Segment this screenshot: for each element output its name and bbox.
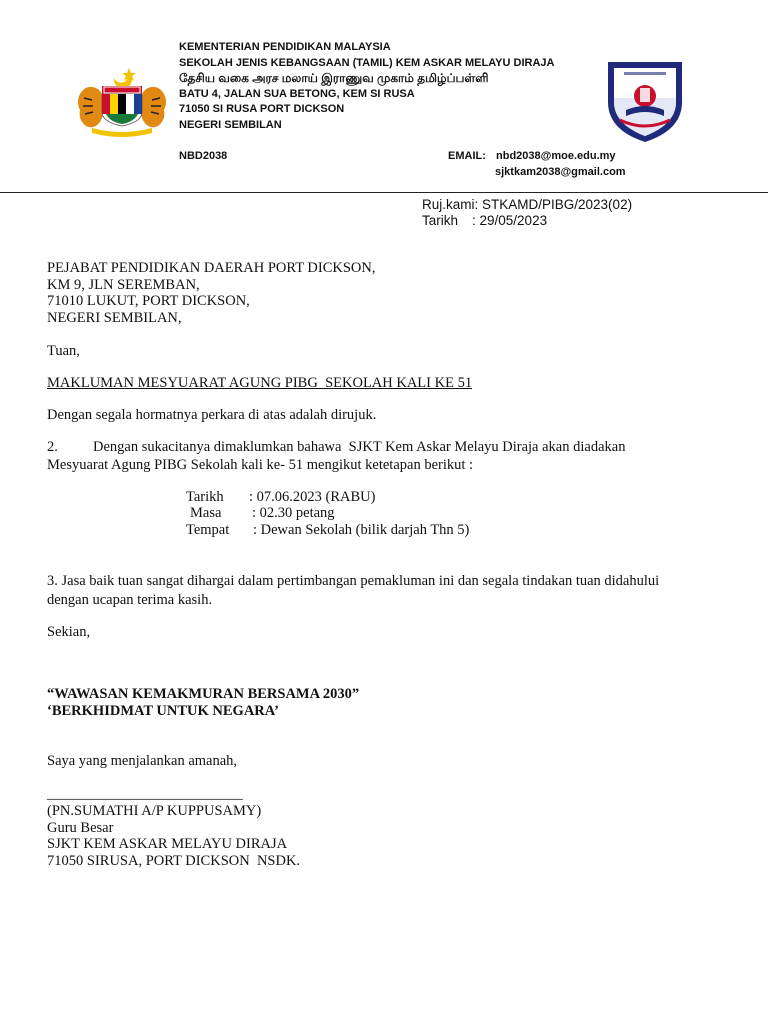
salutation: Tuan,: [47, 343, 80, 359]
letterhead: [179, 40, 554, 134]
meeting-tarikh-label: Tarikh: [186, 489, 224, 505]
recipient-line: NEGERI SEMBILAN,: [47, 309, 182, 326]
email-primary[interactable]: nbd2038@moe.edu.my: [496, 150, 616, 162]
email-label: EMAIL:: [448, 150, 486, 162]
letterhead-line: NEGERI SEMBILAN: [179, 118, 282, 131]
recipient-line: PEJABAT PENDIDIKAN DAERAH PORT DICKSON,: [47, 260, 376, 276]
meeting-tarikh-value: : 07.06.2023 (RABU): [249, 489, 376, 505]
motto-line-1: “WAWASAN KEMAKMURAN BERSAMA 2030”: [47, 686, 360, 702]
trust-line: Saya yang menjalankan amanah,: [47, 753, 238, 769]
subject-line: MAKLUMAN MESYUARAT AGUNG PIBG SEKOLAH KALI KE 51: [47, 375, 473, 391]
meeting-tempat-value: : Dewan Sekolah (bilik darjah Thn 5): [253, 522, 470, 538]
letterhead-line: SEKOLAH JENIS KEBANGSAAN (TAMIL) KEM ASKAR MELAYU DIRAJA: [179, 56, 555, 69]
paragraph-2-number: 2.: [47, 439, 58, 455]
letterhead-line: BATU 4, JALAN SUA BETONG, KEM SI RUSA: [179, 87, 415, 100]
signature-line: ___________________________: [47, 786, 243, 802]
school-code: NBD2038: [179, 150, 228, 162]
coat-of-arms-logo: [74, 64, 170, 140]
closing: Sekian,: [47, 624, 91, 640]
reference-date: [422, 213, 632, 229]
school-badge-logo: [604, 58, 686, 144]
paragraph-1: Dengan segala hormatnya perkara di atas adalah dirujuk.: [47, 407, 377, 423]
signatory-name: (PN.SUMATHI A/P KUPPUSAMY): [47, 803, 262, 819]
recipient-address: [47, 260, 376, 326]
email-secondary[interactable]: sjktkam2038@gmail.com: [495, 166, 626, 178]
reference-number: Ruj.kami: STKAMD/PIBG/2023(02): [422, 197, 633, 212]
reference-block: [422, 197, 632, 229]
letterhead-divider: [0, 192, 768, 193]
letterhead-line: தேசிய வகை அரச மலாய் இராணுவ முகாம் தமிழ்ப்பள்ளி: [179, 71, 489, 86]
reference-date-value: : 29/05/2023: [472, 213, 548, 228]
letterhead-line: KEMENTERIAN PENDIDIKAN MALAYSIA: [179, 41, 391, 53]
paragraph-3-line-2: dengan ucapan terima kasih.: [47, 592, 213, 608]
signatory-title: Guru Besar: [47, 819, 114, 836]
signatory-address: 71050 SIRUSA, PORT DICKSON NSDK.: [47, 852, 301, 869]
recipient-line: KM 9, JLN SEREMBAN,: [47, 276, 200, 293]
motto-line-2: ‘BERKHIDMAT UNTUK NEGARA’: [47, 703, 280, 719]
meeting-masa-value: : 02.30 petang: [252, 505, 335, 521]
signatory-block: [47, 803, 300, 869]
meeting-tempat-label: Tempat: [186, 522, 230, 538]
letterhead-line: 71050 SI RUSA PORT DICKSON: [179, 103, 345, 116]
reference-date-label: Tarikh: [422, 213, 459, 228]
recipient-line: 71010 LUKUT, PORT DICKSON,: [47, 293, 250, 309]
paragraph-3-line-1: 3. Jasa baik tuan sangat dihargai dalam pertimbangan pemakluman ini dan segala tindakan tuan didahului: [47, 573, 660, 589]
signatory-school: SJKT KEM ASKAR MELAYU DIRAJA: [47, 836, 288, 852]
meeting-masa-label: Masa: [190, 505, 222, 521]
paragraph-2-line-1: Dengan sukacitanya dimaklumkan bahawa SJKT Kem Askar Melayu Diraja akan diadakan: [93, 439, 626, 455]
paragraph-2-line-2: Mesyuarat Agung PIBG Sekolah kali ke- 51 mengikut ketetapan berikut :: [47, 457, 474, 473]
